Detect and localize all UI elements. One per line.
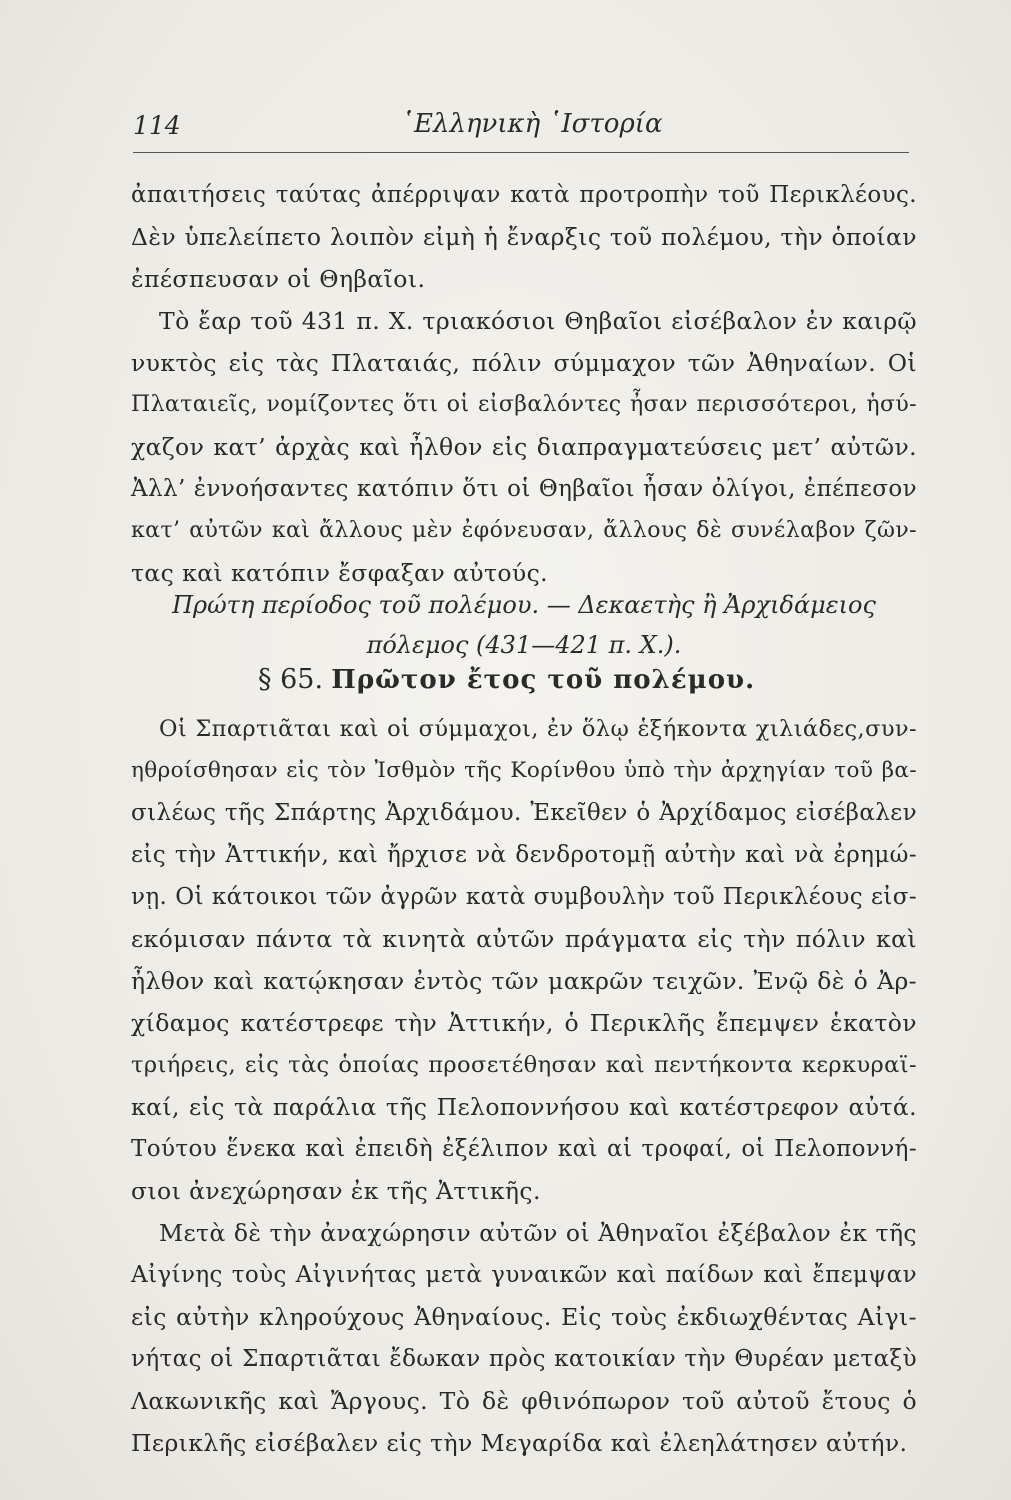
body-text-top (131, 174, 917, 594)
text-line: ἦλθον καὶ κατῴκησαν ἐντὸς τῶν μακρῶν τειχῶν. Ἐνῷ δὲ ὁ Ἀρ- (131, 967, 917, 995)
text-line: τριήρεις, εἰς τὰς ὁποίας προσετέθησαν καὶ πεντήκοντα κερκυραϊ- (131, 1052, 917, 1078)
body-text-bottom (131, 708, 917, 1464)
text-line: Οἱ Σπαρτιᾶται καὶ οἱ σύμμαχοι, ἐν ὅλῳ ἑξήκοντα χιλιάδες,συν- (159, 716, 917, 742)
section-title: Πρῶτον ἔτος τοῦ πολέμου. (331, 665, 756, 695)
text-line: εκόμισαν πάντα τὰ κινητὰ αὐτῶν πράγματα εἰς τὴν πόλιν καὶ (131, 925, 917, 953)
text-line: Αἰγίνης τοὺς Αἰγινήτας μετὰ γυναικῶν καὶ παίδων καὶ ἔπεμψαν (131, 1262, 917, 1288)
chapter-heading-line-2: πόλεμος (431—421 π. Χ.). (366, 631, 682, 659)
text-line: Πλαταιεῖς, νομίζοντες ὅτι οἱ εἰσβαλόντες ἦσαν περισσότεροι, ἡσύ- (131, 392, 917, 417)
section-heading (258, 664, 755, 695)
text-line: Λακωνικῆς καὶ Ἄργους. Τὸ δὲ φθινόπωρον τοῦ αὐτοῦ ἔτους ὁ (131, 1387, 917, 1415)
page-header (133, 103, 911, 151)
text-line: ηθροίσθησαν εἰς τὸν Ἰσθμὸν τῆς Κορίνθου ὑπὸ τὴν ἀρχηγίαν τοῦ βα- (131, 758, 917, 783)
text-line: καί, εἰς τὰ παράλια τῆς Πελοποννήσου καὶ κατέστρεφον αὐτά. (131, 1093, 917, 1121)
text-line: τας καὶ κατόπιν ἔσφαξαν αὐτούς. (131, 559, 549, 587)
section-number: § 65. (258, 664, 324, 695)
text-line: Δὲν ὑπελείπετο λοιπὸν εἰμὴ ἡ ἔναρξις τοῦ πολέμου, τὴν ὁποίαν (131, 223, 917, 251)
page-number: 114 (133, 111, 181, 140)
text-line: νυκτὸς εἰς τὰς Πλαταιάς, πόλιν σύμμαχον τῶν Ἀθηναίων. Οἱ (131, 349, 917, 377)
text-line: Περικλῆς εἰσέβαλεν εἰς τὴν Μεγαρίδα καὶ ἐλεηλάτησεν αὐτήν. (131, 1429, 908, 1457)
text-line: σιλέως τῆς Σπάρτης Ἀρχιδάμου. Ἐκεῖθεν ὁ Ἀρχίδαμος εἰσέβαλεν (131, 800, 917, 826)
header-rule (133, 152, 909, 153)
chapter-heading-line-1: Πρώτη περίοδος τοῦ πολέμου. — Δεκαετὴς ἢ Ἀρχιδάμειος (172, 591, 876, 619)
running-title: ῾Ελληνικὴ ῾Ιστορία (401, 109, 663, 139)
text-line: κατ’ αὐτῶν καὶ ἄλλους μὲν ἐφόνευσαν, ἄλλους δὲ συνέλαβον ζῶν- (131, 518, 917, 543)
text-line: εἰς τὴν Ἀττικήν, καὶ ἤρχισε νὰ δενδροτομῇ αὐτὴν καὶ νὰ ἐρημώ- (131, 842, 917, 868)
text-line: Μετὰ δὲ τὴν ἀναχώρησιν αὐτῶν οἱ Ἀθηναῖοι ἐξέβαλον ἐκ τῆς (159, 1219, 917, 1247)
text-line: χίδαμος κατέστρεφε τὴν Ἀττικήν, ὁ Περικλῆς ἔπεμψεν ἑκατὸν (131, 1009, 917, 1037)
text-line: Τὸ ἔαρ τοῦ 431 π. Χ. τριακόσιοι Θηβαῖοι εἰσέβαλον ἐν καιρῷ (159, 307, 917, 335)
text-line: νῃ. Οἱ κάτοικοι τῶν ἀγρῶν κατὰ συμβουλὴν τοῦ Περικλέους εἰσ- (131, 884, 917, 910)
text-line: ἀπαιτήσεις ταύτας ἀπέρριψαν κατὰ προτροπὴν τοῦ Περικλέους. (131, 182, 917, 208)
text-line: νήτας οἱ Σπαρτιᾶται ἔδωκαν πρὸς κατοικίαν τὴν Θυρέαν μεταξὺ (131, 1346, 917, 1372)
text-line: Τούτου ἕνεκα καὶ ἐπειδὴ ἐξέλιπον καὶ αἱ τροφαί, οἱ Πελοποννή- (131, 1136, 917, 1162)
text-line: χαζον κατ’ ἀρχὰς καὶ ἦλθον εἰς διαπραγματεύσεις μετ’ αὐτῶν. (131, 433, 917, 461)
text-line: σιοι ἀνεχώρησαν ἐκ τῆς Ἀττικῆς. (131, 1177, 541, 1205)
text-line: ἐπέσπευσαν οἱ Θηβαῖοι. (131, 265, 426, 293)
text-line: εἰς αὐτὴν κληρούχους Ἀθηναίους. Εἰς τοὺς ἐκδιωχθέντας Αἰγι- (131, 1303, 917, 1331)
chapter-heading (131, 585, 917, 665)
text-line: Ἀλλ’ ἐννοήσαντες κατόπιν ὅτι οἱ Θηβαῖοι ἦσαν ὀλίγοι, ἐπέπεσον (131, 476, 917, 502)
